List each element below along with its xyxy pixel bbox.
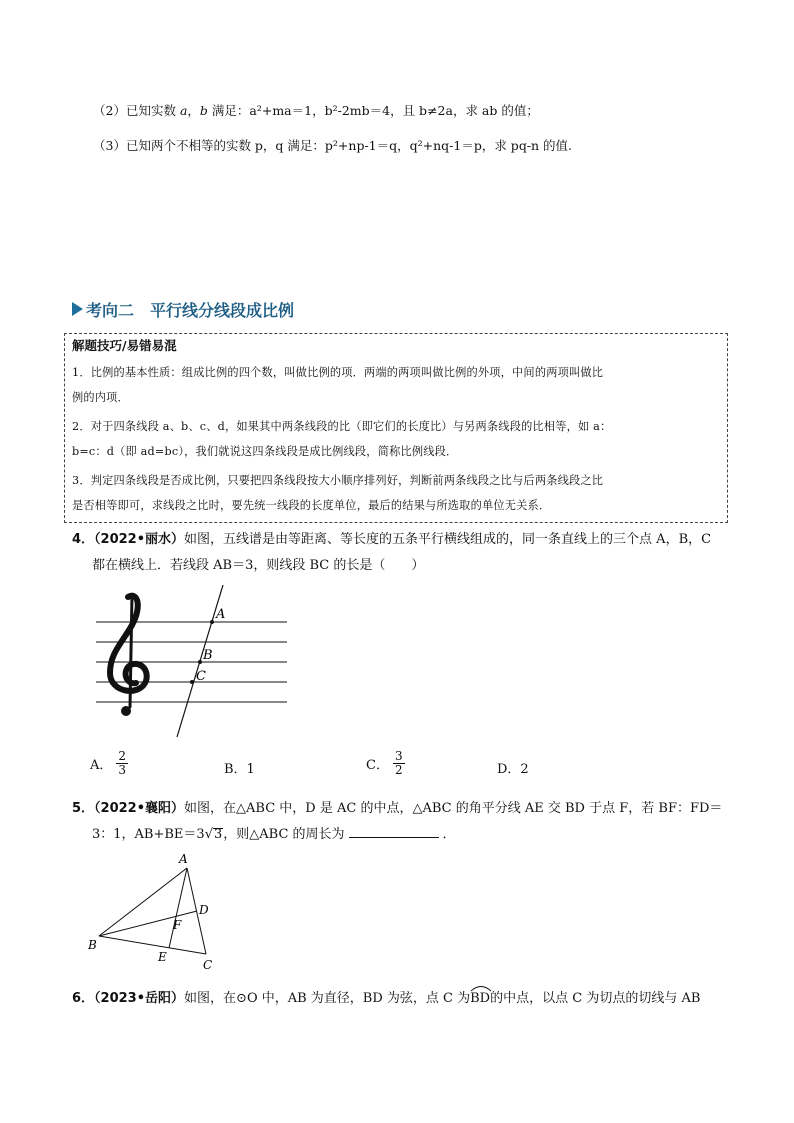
- problem-2-text: 满足：a²+ma＝1，b²-2mb＝4，且 b≠2a，求 ab 的值；: [207, 103, 539, 118]
- question-number: 5．: [72, 801, 95, 816]
- fraction: $\frac{2}{3}$: [118, 749, 127, 777]
- treble-clef-icon: [110, 595, 147, 716]
- segment-bc: [99, 936, 206, 954]
- label-d: D: [199, 903, 209, 917]
- section-title: 考向二 平行线分线段成比例: [86, 300, 295, 320]
- question-number: 6．: [72, 991, 95, 1006]
- arc-bd: BD: [470, 991, 490, 1006]
- tip-line: 是否相等即可，求线段之比时，要先统一线段的长度单位，最后的结果与所选取的单位无关系．: [72, 499, 551, 512]
- problem-3: （3）已知两个不相等的实数 p，q 满足：p²+np-1＝q，q²+nq-1＝p，求 pq-n 的值.: [93, 138, 573, 153]
- staff-figure: [90, 585, 290, 740]
- question-text: 如图，五线谱是由等距离、等长度的五条平行横线组成的，同一条直线上的三个点 A，B，C: [184, 532, 712, 547]
- option-label: C．: [366, 758, 389, 773]
- option-b[interactable]: B．1: [224, 762, 255, 777]
- label-a: A: [179, 852, 188, 866]
- segment-bd: [99, 911, 197, 936]
- option-d[interactable]: D．2: [497, 762, 529, 777]
- tip-line: 例的内项．: [72, 391, 129, 404]
- label-f: F: [173, 918, 182, 932]
- var-b: b: [199, 103, 208, 118]
- problem-2-prefix: （2）已知实数: [93, 103, 180, 118]
- point-b: [198, 660, 202, 664]
- tip-line: 1．比例的基本性质：组成比例的四个数，叫做比例的项．两端的两项叫做比例的外项，中间的两项叫做比: [72, 366, 604, 379]
- tip-line: 3．判定四条线段是否成比例，只要把四条线段按大小顺序排列好，判断前两条线段之比与后两条线段之比: [72, 474, 604, 487]
- label-c: C: [196, 669, 206, 684]
- question-number: 4．: [72, 532, 95, 547]
- answer-blank[interactable]: [349, 825, 439, 838]
- triangle-bullet-icon: [72, 302, 83, 316]
- option-a[interactable]: [90, 750, 128, 777]
- triangle-figure: [85, 848, 225, 976]
- question-4-line-2: 都在横线上．若线段 AB＝3，则线段 BC 的长是（ ）: [92, 558, 425, 573]
- point-a: [210, 620, 214, 624]
- question-6-line-1: 6．（2023•岳阳）如图，在⊙O 中，AB 为直径，BD 为弦，点 C 为 BD的中点，以点 C 为切点的切线与 AB: [72, 987, 700, 1006]
- question-source: （2022•丽水）: [94, 532, 185, 547]
- point-c: [190, 680, 194, 684]
- tip-line: 2．对于四条线段 a、b、c、d，如果其中两条线段的比（即它们的长度比）与另两条线段的比相等，如 a：: [72, 420, 612, 433]
- question-4-line-1: [72, 528, 711, 547]
- var-a: a: [179, 103, 188, 118]
- label-c: C: [203, 958, 213, 972]
- section-heading: [72, 297, 294, 321]
- label-e: E: [158, 950, 167, 964]
- question-5-line-2: 3：1，AB+BE＝3√3，则△ABC 的周长为 ．: [92, 827, 456, 842]
- question-source: （2022•襄阳）: [94, 801, 185, 816]
- fraction: $\frac{3}{2}$: [394, 749, 403, 777]
- separator: ，: [187, 103, 200, 118]
- tip-line: b=c：d（即 ad=bc），我们就说这四条线段是成比例线段，简称比例线段．: [72, 445, 458, 458]
- question-5-line-1: [72, 797, 722, 816]
- option-c[interactable]: [366, 750, 405, 777]
- label-b: B: [203, 648, 213, 663]
- tips-title: 解题技巧/易错易混: [72, 338, 177, 353]
- option-label: A．: [90, 758, 113, 773]
- label-a: A: [216, 607, 226, 622]
- sqrt-symbol: √: [204, 827, 213, 842]
- problem-2: [93, 101, 539, 119]
- question-text: 如图，在△ABC 中，D 是 AC 的中点，△ABC 的角平分线 AE 交 BD 于点 F，若 BF：FD＝: [184, 801, 723, 816]
- question-source: （2023•岳阳）: [94, 991, 185, 1006]
- label-b: B: [88, 938, 97, 952]
- arc-icon: [470, 984, 492, 992]
